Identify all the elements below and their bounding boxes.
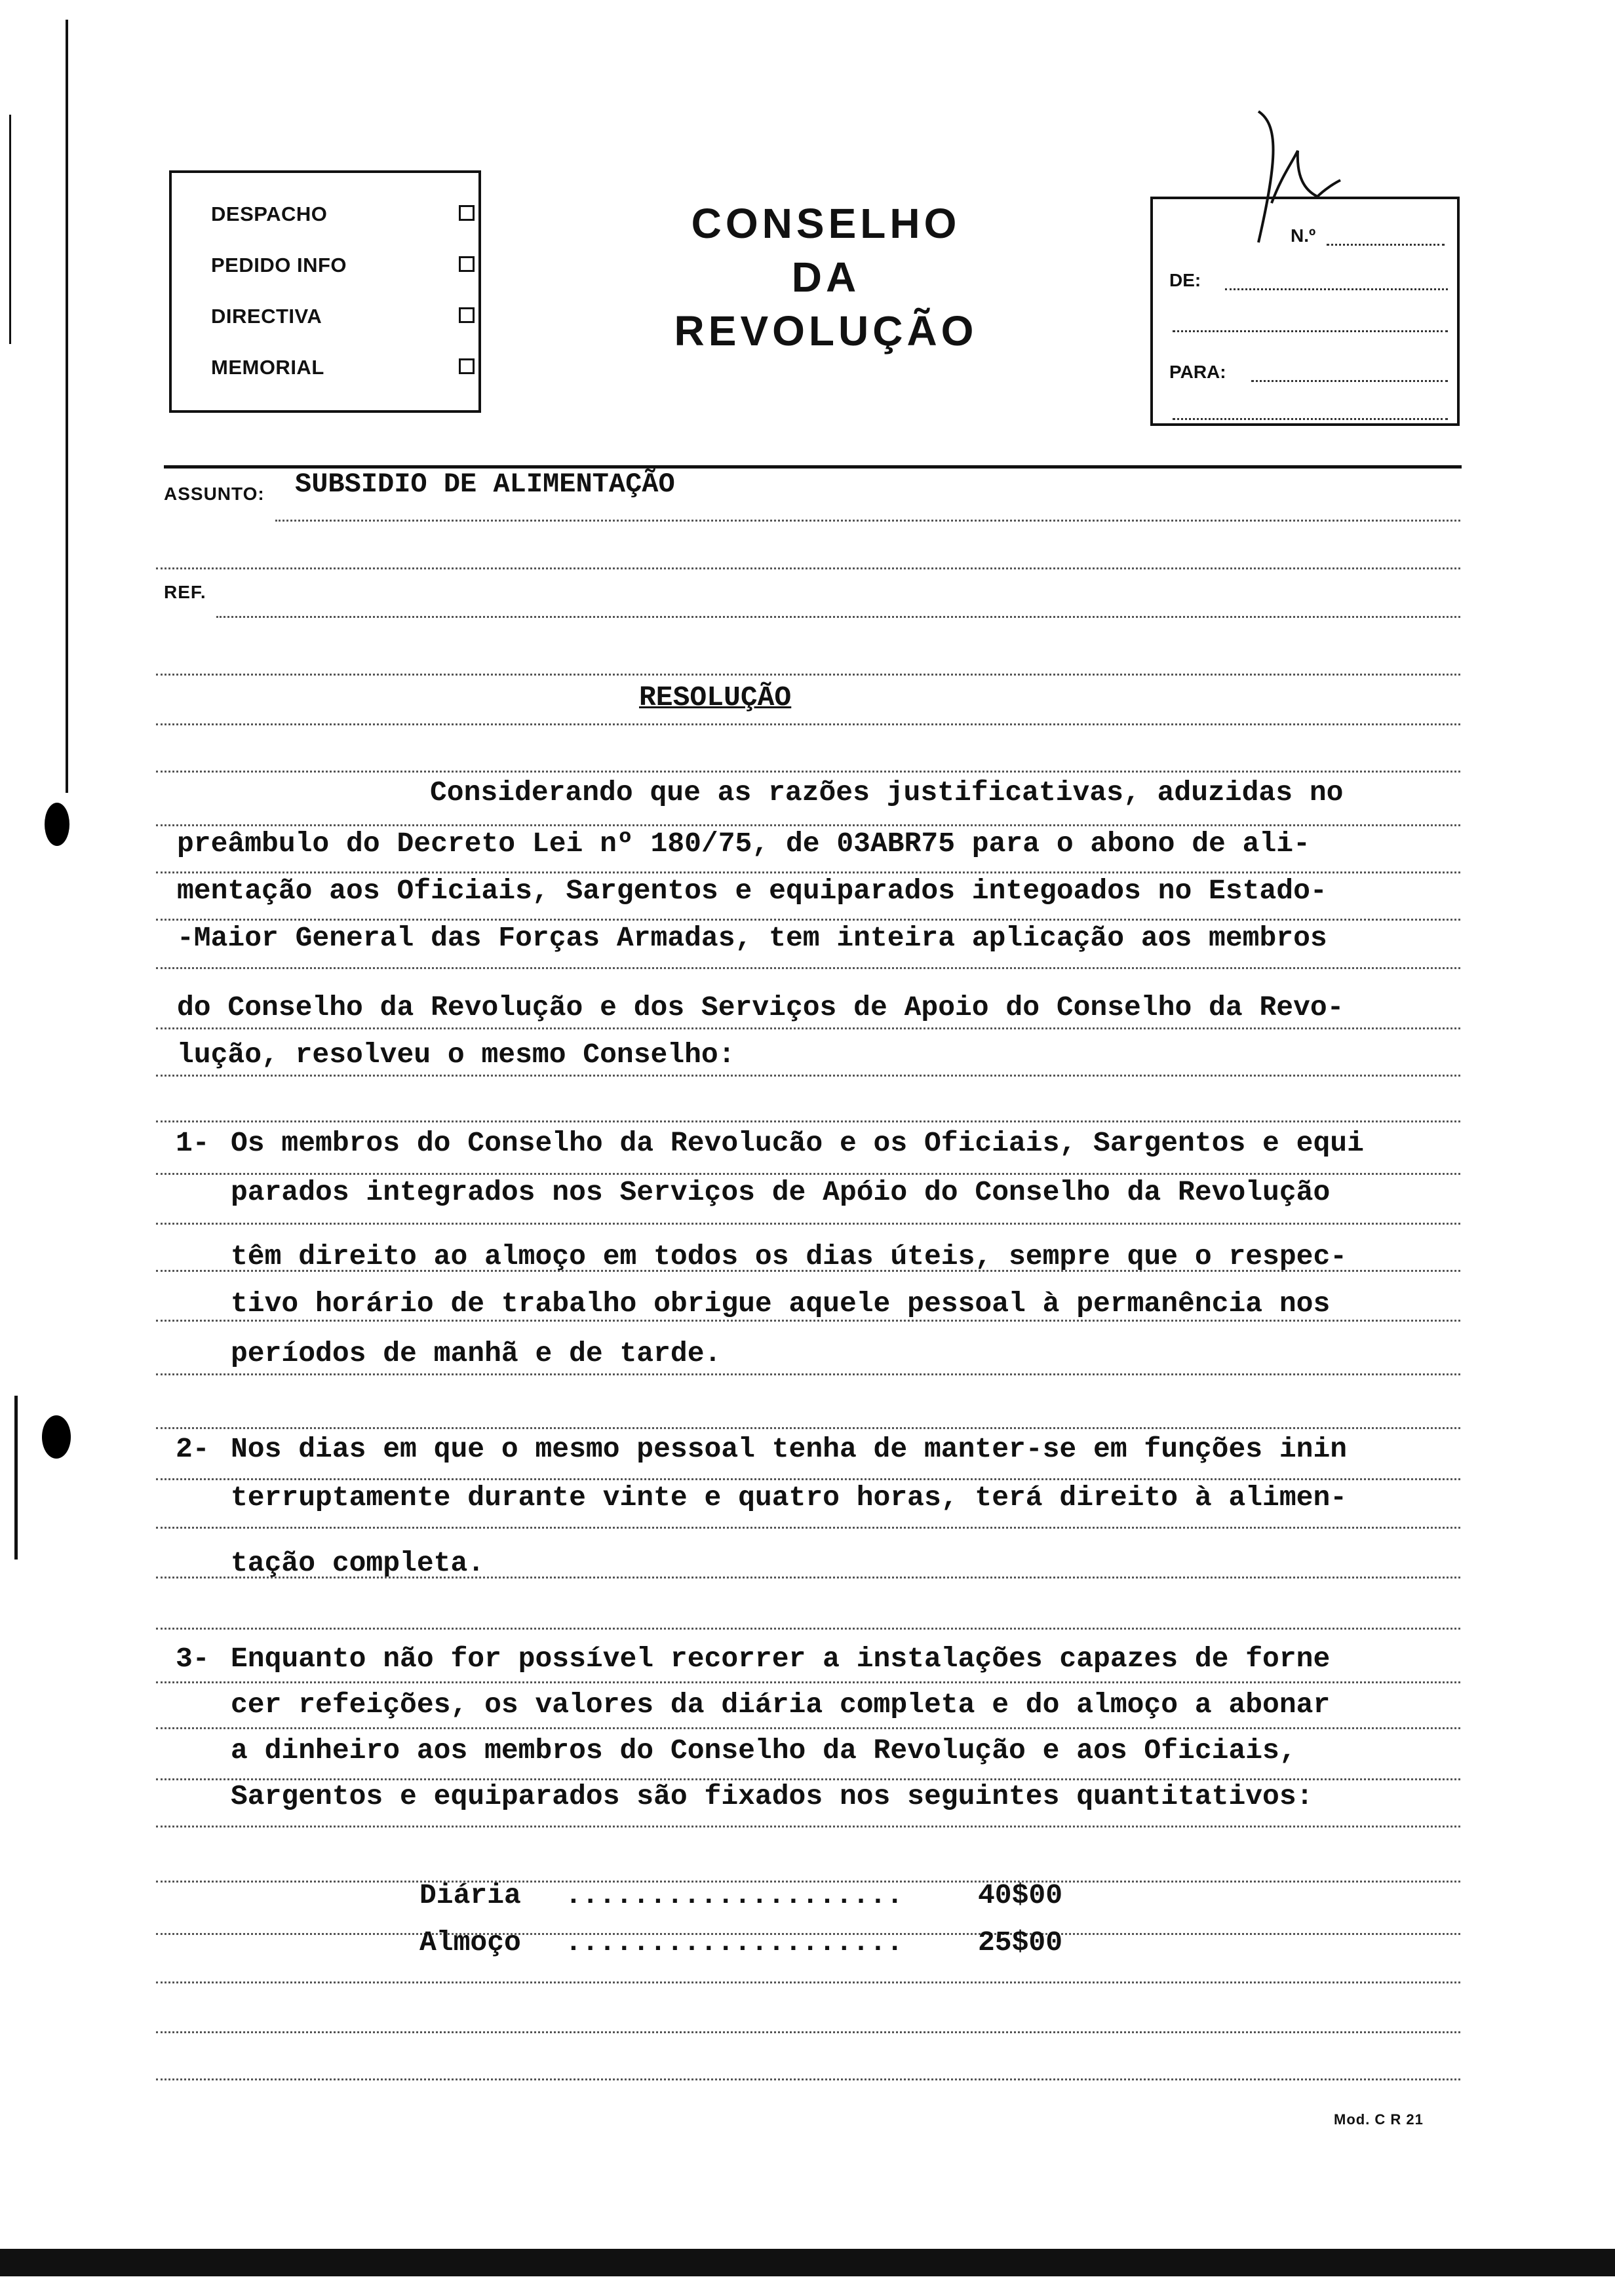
- clause-number: 1-: [176, 1127, 210, 1159]
- form-line: [156, 1120, 1460, 1122]
- form-line: [156, 919, 1460, 921]
- form-line: [156, 1727, 1460, 1729]
- masthead: [629, 197, 1022, 358]
- clause-number: 2-: [176, 1433, 210, 1465]
- form-line: [156, 1981, 1460, 1983]
- checklist-label: PEDIDO INFO: [211, 254, 347, 277]
- clause-line: parados integrados nos Serviços de Apóio do Conselho da Revolução: [231, 1176, 1331, 1208]
- binding-hole: [42, 1415, 71, 1459]
- scan-edge: [0, 2249, 1615, 2276]
- checklist-label: MEMORIAL: [211, 356, 324, 379]
- form-line: [216, 616, 1460, 618]
- clause-line: cer refeições, os valores da diária completa e do almoço a abonar: [231, 1689, 1331, 1721]
- to-field[interactable]: [1251, 380, 1448, 382]
- checklist-label: DESPACHO: [211, 202, 328, 225]
- form-line: [156, 674, 1460, 676]
- amount-label: Diária: [419, 1879, 521, 1911]
- from-field[interactable]: [1225, 288, 1448, 290]
- preamble-line: do Conselho da Revolução e dos Serviços de Apoio do Conselho da Revo-: [177, 991, 1344, 1024]
- ref-label: REF.: [164, 582, 206, 602]
- form-line: [156, 871, 1460, 873]
- checklist-item-despacho[interactable]: [211, 202, 467, 229]
- clause-line: Os membros do Conselho da Revolucão e os Oficiais, Sargentos e equi: [231, 1127, 1364, 1159]
- subject-label: ASSUNTO:: [164, 484, 265, 504]
- clause-line: tivo horário de trabalho obrigue aquele pessoal à permanência nos: [231, 1288, 1331, 1320]
- masthead-line: CONSELHO: [691, 200, 961, 247]
- preamble-line: mentação aos Oficiais, Sargentos e equiparados integoados no Estado-: [177, 875, 1327, 907]
- form-line: [156, 1223, 1460, 1225]
- preamble-line: preâmbulo do Decreto Lei nº 180/75, de 03ABR75 para o abono de ali-: [177, 828, 1310, 860]
- form-line: [156, 1681, 1460, 1683]
- form-line: [156, 1628, 1460, 1630]
- checklist-item-pedido-info[interactable]: [211, 254, 467, 280]
- preamble-line: -Maior General das Forças Armadas, tem inteira aplicação aos membros: [177, 922, 1327, 954]
- from-field-continuation[interactable]: [1173, 330, 1448, 332]
- routing-checklist: [169, 170, 481, 413]
- number-label: N.º: [1291, 225, 1316, 246]
- amount-label: Almoço: [419, 1926, 521, 1959]
- form-line: [156, 567, 1460, 569]
- clause-line: terruptamente durante vinte e quatro horas, terá direito à alimen-: [231, 1482, 1348, 1514]
- amount-value: 25$00: [978, 1926, 1063, 1959]
- form-line: [156, 723, 1460, 725]
- subject-value: SUBSIDIO DE ALIMENTAÇÃO: [295, 469, 675, 500]
- form-line: [156, 2078, 1460, 2080]
- form-line: [156, 1173, 1460, 1175]
- form-line: [156, 1373, 1460, 1375]
- masthead-line: REVOLUÇÃO: [674, 307, 978, 354]
- amount-leader: ....................: [565, 1926, 904, 1959]
- form-line: [156, 1527, 1460, 1529]
- preamble-line: Considerando que as razões justificativas, aduzidas no: [430, 776, 1344, 809]
- form-line: [156, 1826, 1460, 1827]
- checklist-label: DIRECTIVA: [211, 305, 322, 328]
- clause-line: tação completa.: [231, 1547, 485, 1579]
- preamble-line: lução, resolveu o mesmo Conselho:: [177, 1039, 735, 1071]
- form-line: [275, 520, 1460, 522]
- to-field-continuation[interactable]: [1173, 418, 1448, 420]
- handwritten-initials: [1219, 98, 1350, 269]
- form-code: Mod. C R 21: [1334, 2111, 1424, 2128]
- form-line: [156, 1427, 1460, 1429]
- amount-value: 40$00: [978, 1879, 1063, 1911]
- form-line: [156, 1478, 1460, 1480]
- form-line: [156, 967, 1460, 969]
- clause-number: 3-: [176, 1643, 210, 1675]
- binding-line: [9, 115, 11, 344]
- binding-line: [66, 20, 68, 793]
- checkbox[interactable]: [459, 205, 475, 221]
- document-title: RESOLUÇÃO: [639, 681, 792, 714]
- clause-line: períodos de manhã e de tarde.: [231, 1337, 722, 1369]
- form-line: [156, 2031, 1460, 2033]
- form-line: [156, 1027, 1460, 1029]
- checklist-item-directiva[interactable]: [211, 305, 467, 331]
- checkbox[interactable]: [459, 307, 475, 323]
- clause-line: têm direito ao almoço em todos os dias úteis, sempre que o respec-: [231, 1240, 1348, 1272]
- clause-line: Sargentos e equiparados são fixados nos seguintes quantitativos:: [231, 1780, 1313, 1812]
- checkbox[interactable]: [459, 256, 475, 272]
- masthead-line: DA: [791, 254, 861, 301]
- from-label: DE:: [1169, 270, 1201, 290]
- checkbox[interactable]: [459, 358, 475, 374]
- form-line: [156, 1075, 1460, 1077]
- binding-line: [14, 1396, 18, 1559]
- binding-hole: [45, 803, 69, 846]
- to-label: PARA:: [1169, 362, 1226, 382]
- clause-line: Enquanto não for possível recorrer a instalações capazes de forne: [231, 1643, 1331, 1675]
- form-line: [156, 1320, 1460, 1322]
- clause-line: a dinheiro aos membros do Conselho da Revolução e aos Oficiais,: [231, 1734, 1296, 1767]
- amount-leader: ....................: [565, 1879, 904, 1911]
- form-line: [156, 771, 1460, 773]
- checklist-item-memorial[interactable]: [211, 356, 467, 382]
- clause-line: Nos dias em que o mesmo pessoal tenha de manter-se em funções inin: [231, 1433, 1348, 1465]
- form-line: [156, 824, 1460, 826]
